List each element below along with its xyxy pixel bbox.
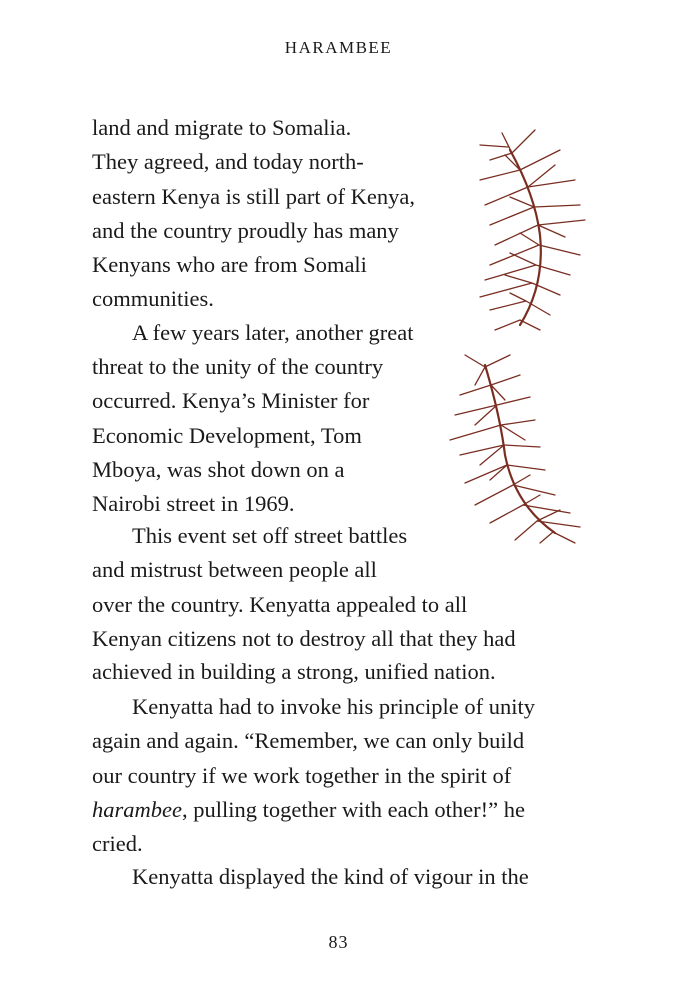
text-line xyxy=(92,793,525,827)
text-line: and the country proudly has many xyxy=(92,218,399,243)
text-line: communities. xyxy=(92,286,214,311)
page-number: 83 xyxy=(328,932,349,952)
text-line: occurred. Kenya’s Minister for xyxy=(92,388,370,413)
text-line: Kenyans who are from Somali xyxy=(92,252,367,277)
text-line: eastern Kenya is still part of Kenya, xyxy=(92,184,416,209)
text-line: achieved in building a strong, unified nation. xyxy=(92,659,496,684)
text-line: our country if we work together in the spirit of xyxy=(92,763,512,788)
text-line: and mistrust between people all xyxy=(92,557,377,582)
thorn-branch-illustration-top xyxy=(450,125,600,335)
text-line: A few years later, another great xyxy=(132,320,414,345)
italic-word: harambee xyxy=(92,797,182,822)
text-line: Kenyan citizens not to destroy all that they had xyxy=(92,626,516,651)
text-line: threat to the unity of the country xyxy=(92,354,384,379)
text-line: again and again. “Remember, we can only build xyxy=(92,728,525,753)
text-line: Economic Development, Tom xyxy=(92,423,362,448)
thorn-branch-bottom-strokes xyxy=(450,355,580,543)
text-line: Kenyatta displayed the kind of vigour in the xyxy=(132,864,529,889)
text-line: Kenyatta had to invoke his principle of unity xyxy=(132,694,536,719)
text-line: over the country. Kenyatta appealed to all xyxy=(92,592,468,617)
text-line-rest: , pulling together with each other!” he xyxy=(181,797,525,822)
text-line: Mboya, was shot down on a xyxy=(92,457,345,482)
running-head: HARAMBEE xyxy=(284,38,393,57)
thorn-branch-top-strokes xyxy=(480,130,585,330)
text-line: They agreed, and today north- xyxy=(92,149,364,174)
text-line: This event set off street battles xyxy=(132,523,408,548)
text-line: land and migrate to Somalia. xyxy=(92,115,352,140)
thorn-branch-illustration-bottom xyxy=(445,355,585,545)
text-line: cried. xyxy=(92,831,143,856)
text-line: Nairobi street in 1969. xyxy=(92,491,295,516)
